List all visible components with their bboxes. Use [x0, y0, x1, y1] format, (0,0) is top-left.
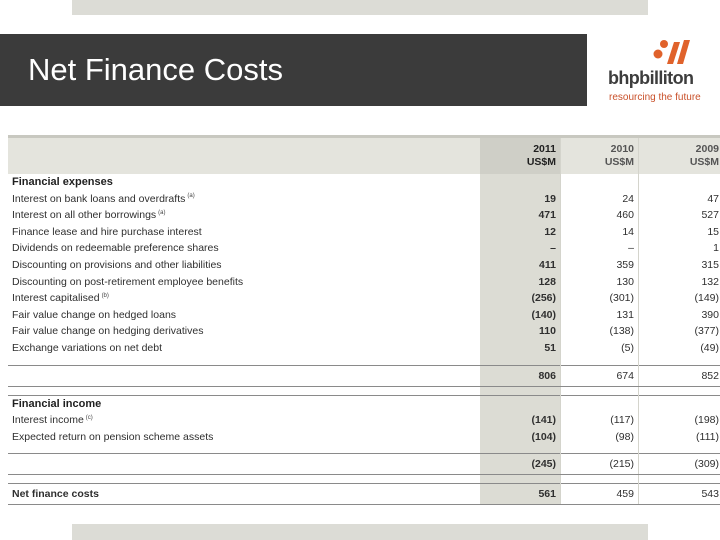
header-blank [8, 137, 480, 175]
value-2011: (140) [480, 307, 561, 324]
table-row [8, 429, 720, 446]
value-2010: (98) [561, 429, 639, 446]
table-row [8, 340, 720, 357]
value-2011: (256) [480, 290, 561, 307]
value-2009: 47 [639, 191, 720, 208]
table-header-row [8, 137, 720, 175]
value-2010: – [561, 240, 639, 257]
value-2009: (377) [639, 323, 720, 340]
spacer-row [8, 357, 720, 366]
value-2010: 14 [561, 224, 639, 241]
value-2010: (5) [561, 340, 639, 357]
net-finance-costs-table [8, 135, 720, 505]
value-2009: (149) [639, 290, 720, 307]
table-row [8, 290, 720, 307]
row-label: Exchange variations on net debt [12, 341, 163, 354]
logo-wordmark: bhpbilliton [608, 68, 694, 88]
logo-mark-icon [602, 36, 706, 68]
header-unit: US$M [604, 156, 634, 168]
footnote-marker: (c) [85, 414, 93, 421]
header-year: 2010 [610, 143, 634, 155]
logo-tagline: resourcing the future [609, 92, 701, 103]
spacer-row [8, 445, 720, 454]
net-label: Net finance costs [8, 484, 480, 505]
net-finance-costs-row [8, 484, 720, 505]
subtotal-2010: 674 [561, 365, 639, 386]
header-unit: US$M [526, 156, 556, 168]
value-2010: 24 [561, 191, 639, 208]
subtotal-row [8, 365, 720, 386]
table-row [8, 412, 720, 429]
value-2011: 51 [480, 340, 561, 357]
value-2010: 131 [561, 307, 639, 324]
net-2009: 543 [639, 484, 720, 505]
value-2009: (49) [639, 340, 720, 357]
row-label: Discounting on post-retirement employee benefits [12, 275, 244, 288]
value-2010: (138) [561, 323, 639, 340]
subtotal-2011: 806 [480, 365, 561, 386]
section-heading: Financial expenses [12, 176, 113, 188]
header-2009 [639, 137, 720, 175]
row-label: Fair value change on hedged loans [12, 308, 177, 321]
section-heading-row [8, 174, 720, 191]
footnote-marker: (a) [158, 209, 166, 216]
value-2011: 411 [480, 257, 561, 274]
header-year: 2011 [533, 143, 556, 155]
table-row [8, 191, 720, 208]
row-label: Interest income $^{(c)}$ [12, 414, 93, 427]
row-label: Interest on all other borrowings $^{(a)}$ [12, 209, 166, 222]
subtotal-2010: (215) [561, 454, 639, 475]
value-2009: 390 [639, 307, 720, 324]
value-2009: 315 [639, 257, 720, 274]
subtotal-2009: 852 [639, 365, 720, 386]
header-2011 [480, 137, 561, 175]
table-row [8, 257, 720, 274]
table-row [8, 207, 720, 224]
row-label: Expected return on pension scheme assets [12, 430, 214, 443]
subtotal-2011: (245) [480, 454, 561, 475]
value-2011: 12 [480, 224, 561, 241]
value-2009: (198) [639, 412, 720, 429]
value-2010: 130 [561, 274, 639, 291]
value-2011: – [480, 240, 561, 257]
footnote-marker: (b) [101, 292, 109, 299]
slide-title: Net Finance Costs [0, 34, 587, 106]
top-decor-bar [72, 0, 648, 15]
value-2011: 110 [480, 323, 561, 340]
table-row [8, 323, 720, 340]
header-2010 [561, 137, 639, 175]
section-heading-row [8, 395, 720, 412]
subtotal-2009: (309) [639, 454, 720, 475]
value-2009: (111) [639, 429, 720, 446]
value-2011: 471 [480, 207, 561, 224]
value-2010: 359 [561, 257, 639, 274]
header-unit: US$M [689, 156, 719, 168]
net-2010: 459 [561, 484, 639, 505]
subtotal-row [8, 454, 720, 475]
spacer-row [8, 386, 720, 395]
section-heading: Financial income [8, 395, 480, 412]
value-2010: (117) [561, 412, 639, 429]
row-label: Finance lease and hire purchase interest [12, 225, 202, 238]
row-label: Dividends on redeemable preference shares [12, 242, 219, 255]
value-2009: 1 [639, 240, 720, 257]
table-row [8, 274, 720, 291]
row-label: Interest capitalised $^{(b)}$ [12, 292, 109, 305]
value-2011: (141) [480, 412, 561, 429]
value-2011: 19 [480, 191, 561, 208]
value-2010: (301) [561, 290, 639, 307]
value-2011: (104) [480, 429, 561, 446]
subtotal-label [8, 365, 480, 386]
value-2009: 527 [639, 207, 720, 224]
table-row [8, 224, 720, 241]
table-row [8, 307, 720, 324]
row-label: Discounting on provisions and other liabilities [12, 258, 222, 271]
value-2010: 460 [561, 207, 639, 224]
bottom-decor-bar [72, 524, 648, 540]
row-label: Fair value change on hedging derivatives [12, 325, 204, 338]
spacer-row [8, 475, 720, 484]
subtotal-label [8, 454, 480, 475]
row-label: Interest on bank loans and overdrafts $^{(a)}$ [12, 192, 195, 205]
value-2011: 128 [480, 274, 561, 291]
net-2011: 561 [480, 484, 561, 505]
header-year: 2009 [695, 143, 719, 155]
table-row [8, 240, 720, 257]
bhp-billiton-logo [602, 36, 706, 108]
value-2009: 132 [639, 274, 720, 291]
value-2009: 15 [639, 224, 720, 241]
footnote-marker: (a) [187, 193, 195, 200]
